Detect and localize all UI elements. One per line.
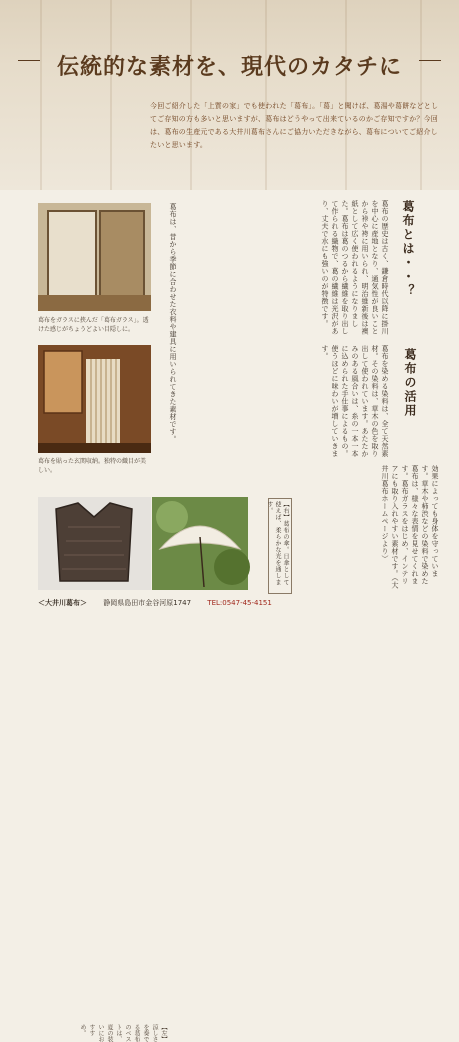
section-heading: 葛布の活用: [403, 348, 417, 418]
photo-glass-panel: [38, 203, 151, 311]
intro-text: 今回ご紹介した「上質の家」でも使われた「葛布」。「葛」と聞けば、葛湯や葛餅などとしてご存知の方も多いと思いますが、葛布はどうやって出来ているのかご存知ですか？今回は、葛布の生産元である大井川葛布さんにご協力いただきながら、葛布についてご紹介したいと思います。: [150, 102, 439, 149]
fabric-texture: [40, 0, 42, 190]
umbrella-illustration: [152, 497, 248, 590]
photo-entrance-storage: [38, 345, 151, 453]
article-column: 効果によっても身体を守っています。草木や柿渋などの染料で染めた葛布は、様々な表情を見せてくれます。葛布ガラスをはじめ、インテリアにも取り入れやすい素材です。（大井川葛布ホームページより）: [381, 465, 439, 589]
caption-box: [268, 498, 292, 594]
entrance-illustration: [38, 345, 151, 453]
fabric-texture: [420, 0, 422, 190]
photo-caption: 葛布をガラスに挟んだ「葛布ガラス」。透けた感じがちょうどよい目隠しに。: [38, 317, 149, 333]
photo-caption: 【左】涼しさを奏でる葛布のベストは、夏の装いにおすすめ。: [79, 1024, 167, 1042]
vest-illustration: [38, 497, 151, 590]
article-column: 葛布の歴史は古く、鎌倉時代以降に掛川を中心に産地となり、通気性が良いことから裃や袴に用いられ、明治維新後は襖紙として広く使われるようになりました。葛布は葛のつるから繊維を取り出して作られる織物で、葛の繊維は光沢があり、丈夫で水にも強いのが特徴です。: [321, 200, 389, 335]
phone-number: TEL:0547-45-4151: [207, 599, 272, 607]
contact-footer: [38, 598, 438, 612]
article-column: 葛布は、昔から季節に合わせた衣料や建具に用いられてきた素材です。: [169, 203, 177, 443]
section-heading: 葛布とは・・？: [401, 200, 415, 298]
fabric-texture: [190, 0, 192, 190]
photo-umbrella: [152, 497, 248, 590]
address: 静岡県島田市金谷河原1747: [103, 599, 192, 607]
title-rule-right: [419, 60, 441, 61]
fabric-texture: [110, 0, 112, 190]
fabric-texture: [265, 0, 267, 190]
photo-caption: 【右】葛布の傘。日傘として使えば、柔らかな光を通します。: [266, 501, 289, 586]
title-banner: [0, 0, 459, 190]
article-column: 葛布を染める染料は、全て天然素材。その染料は、草木の色を取り出して使われています。あたたかみのある風合いは、糸の一本一本に込められた手仕事によるもの。使うほどに味わいが増していきます。: [321, 345, 389, 458]
glass-panel-illustration: [38, 203, 151, 311]
brand-name: ＜大井川葛布＞: [38, 599, 87, 607]
page-title: 伝統的な素材を、現代のカタチに: [56, 54, 402, 80]
photo-caption: 葛布を貼った玄関収納。独特の織目が美しい。: [38, 458, 147, 474]
fabric-texture: [345, 0, 347, 190]
